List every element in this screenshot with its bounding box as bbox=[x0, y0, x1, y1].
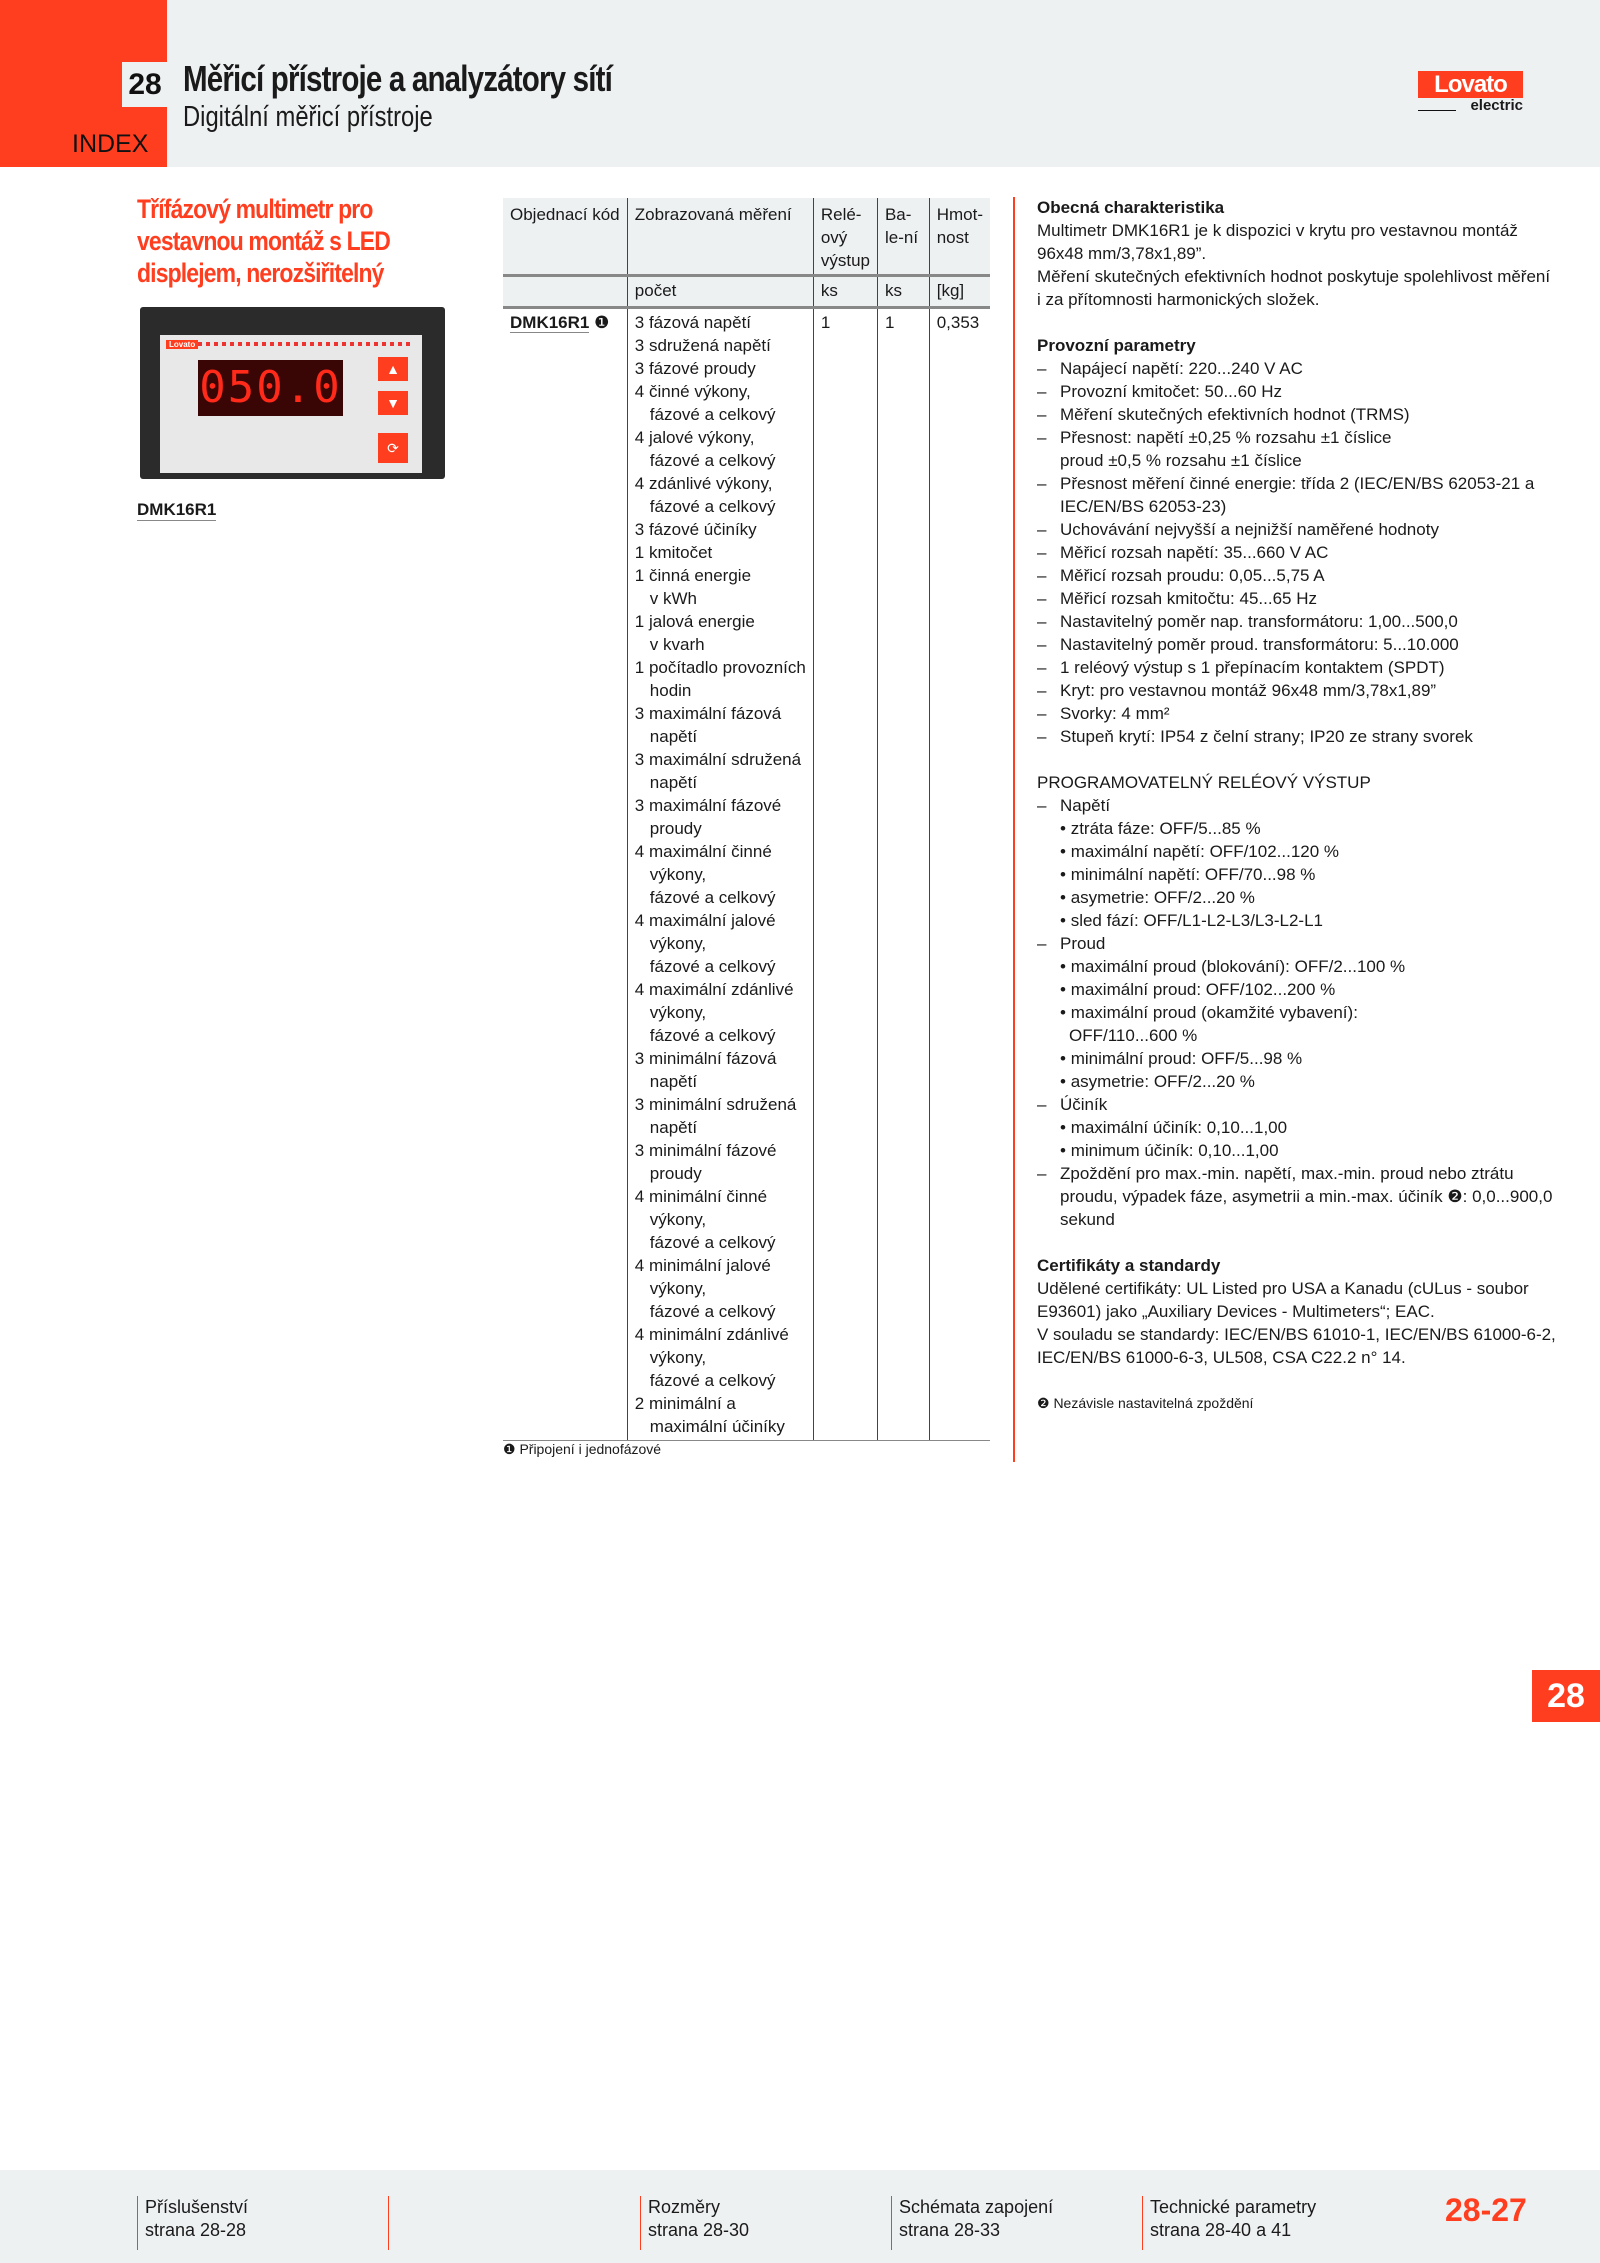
footer-link-page: strana 28-28 bbox=[145, 2220, 247, 2240]
measurement-line: výkony, bbox=[649, 1003, 707, 1022]
device-logo: Lovato bbox=[166, 340, 198, 349]
measurement-line: výkony, bbox=[649, 865, 707, 884]
description-line: PROGRAMOVATELNÝ RELÉOVÝ VÝSTUP bbox=[1037, 773, 1371, 792]
measurement-line: 3 minimální fázové bbox=[634, 1141, 777, 1160]
measurement-line: výkony, bbox=[649, 934, 707, 953]
section-heading: Certifikáty a standardy bbox=[1037, 1256, 1221, 1275]
description-line: proud ±0,5 % rozsahu ±1 číslice bbox=[1060, 451, 1302, 470]
description-line: – Provozní kmitočet: 50...60 Hz bbox=[1037, 380, 1557, 403]
measurement-line: 3 fázové proudy bbox=[634, 359, 756, 378]
description-line: – Stupeň krytí: IP54 z čelní strany; IP20 ze strany svorek bbox=[1037, 725, 1557, 748]
measurement-line: fázové a celkový bbox=[649, 1233, 776, 1252]
measurement-line: proudy bbox=[649, 819, 702, 838]
footer-link-technical[interactable] bbox=[1142, 2196, 1316, 2250]
header-pack: Ba-le-ní bbox=[877, 198, 929, 276]
description-line: • maximální proud (blokování): OFF/2...100 % bbox=[1037, 955, 1557, 978]
description-line: – Uchovávání nejvyšší a nejnižší naměřené hodnoty bbox=[1037, 518, 1557, 541]
measurement-line: 4 maximální jalové bbox=[634, 911, 776, 930]
measurement-line: fázové a celkový bbox=[649, 405, 776, 424]
header-weight: Hmot-nost bbox=[929, 198, 990, 276]
measurement-line: 1 jalová energie bbox=[634, 612, 755, 631]
measurement-line: napětí bbox=[649, 773, 698, 792]
logo-subtitle: electric bbox=[1470, 97, 1523, 114]
description-line: – Nastavitelný poměr nap. transformátoru: 1,00...500,0 bbox=[1037, 610, 1557, 633]
footer-link-accessories[interactable] bbox=[137, 2196, 248, 2250]
footer-link-label: Schémata zapojení bbox=[899, 2197, 1054, 2217]
description-line: – Měření skutečných efektivních hodnot (TRMS) bbox=[1037, 403, 1557, 426]
product-caption: DMK16R1 bbox=[137, 500, 217, 519]
divider bbox=[1013, 197, 1015, 1462]
measurement-line: 4 minimální činné bbox=[634, 1187, 768, 1206]
page-title: Měřicí přístroje a analyzátory sítí bbox=[183, 58, 613, 99]
measurement-line: výkony, bbox=[649, 1348, 707, 1367]
measurement-line: 3 sdružená napětí bbox=[634, 336, 771, 355]
spacer bbox=[1037, 748, 1557, 771]
measurement-line: 3 maximální fázové bbox=[634, 796, 782, 815]
description-column bbox=[1037, 196, 1557, 1415]
measurement-line: fázové a celkový bbox=[649, 1371, 776, 1390]
lovato-logo: Lovato bbox=[1418, 71, 1523, 98]
chapter-tab[interactable]: 28 bbox=[1532, 1670, 1600, 1722]
description-line: – Napětí bbox=[1037, 794, 1557, 817]
measurement-line: v kvarh bbox=[649, 635, 705, 654]
description-line: • asymetrie: OFF/2...20 % bbox=[1037, 886, 1557, 909]
measurement-line: 3 maximální sdružená bbox=[634, 750, 802, 769]
description-line: • maximální účiník: 0,10...1,00 bbox=[1037, 1116, 1557, 1139]
description-line: – Měřicí rozsah proudu: 0,05...5,75 A bbox=[1037, 564, 1557, 587]
index-link[interactable]: INDEX bbox=[72, 130, 149, 158]
header-relay: Relé-ový výstup bbox=[813, 198, 877, 276]
measurement-line: napětí bbox=[649, 1072, 698, 1091]
note-1-icon: ❶ bbox=[594, 313, 610, 332]
measurement-line: 3 minimální fázová bbox=[634, 1049, 777, 1068]
footer-link-dimensions[interactable] bbox=[640, 2196, 749, 2250]
table-row bbox=[503, 308, 990, 1441]
measurement-line: fázové a celkový bbox=[649, 1026, 776, 1045]
description-line: – Zpoždění pro max.-min. napětí, max.-min. proud nebo ztrátu proudu, výpadek fáze, asymetrii a min.-max. účiník ❷: 0,0...900,0 sekund bbox=[1037, 1162, 1557, 1231]
measurement-line: v kWh bbox=[649, 589, 698, 608]
cell-pack: 1 bbox=[877, 308, 929, 1441]
measurement-line: 4 maximální zdánlivé bbox=[634, 980, 794, 999]
description-line: • asymetrie: OFF/2...20 % bbox=[1037, 1070, 1557, 1093]
description-line: • minimální napětí: OFF/70...98 % bbox=[1037, 863, 1557, 886]
measurement-line: 1 počítadlo provozních bbox=[634, 658, 806, 677]
measurement-line: fázové a celkový bbox=[649, 957, 776, 976]
description-line: • minimum účiník: 0,10...1,00 bbox=[1037, 1139, 1557, 1162]
footer-link-label: Příslušenství bbox=[145, 2197, 249, 2217]
description-line: – Účiník bbox=[1037, 1093, 1557, 1116]
measurement-line: fázové a celkový bbox=[649, 451, 776, 470]
description-line: • maximální proud: OFF/102...200 % bbox=[1037, 978, 1557, 1001]
measurement-line: proudy bbox=[649, 1164, 702, 1183]
description-line: – Nastavitelný poměr proud. transformátoru: 5...10.000 bbox=[1037, 633, 1557, 656]
page-subtitle: Digitální měřicí přístroje bbox=[183, 101, 433, 133]
refresh-icon: ⟳ bbox=[378, 433, 408, 463]
description-line: – Proud bbox=[1037, 932, 1557, 955]
logo-line bbox=[1418, 110, 1456, 111]
footer-link-label: Rozměry bbox=[648, 2197, 721, 2217]
device-face bbox=[160, 335, 422, 473]
measurement-line: napětí bbox=[649, 1118, 698, 1137]
product-image bbox=[140, 307, 445, 479]
unit-relay: ks bbox=[813, 276, 877, 308]
order-code[interactable]: DMK16R1 bbox=[510, 313, 590, 332]
description-line: V souladu se standardy: IEC/EN/BS 61010-1, IEC/EN/BS 61000-6-2, IEC/EN/BS 61000-6-3, UL508, CSA C22.2 n° 14. bbox=[1037, 1325, 1556, 1367]
header-code: Objednací kód bbox=[503, 198, 627, 276]
section-heading: Provozní parametry bbox=[1037, 336, 1196, 355]
measurement-line: maximální účiníky bbox=[649, 1417, 785, 1436]
unit-code bbox=[503, 276, 627, 308]
cell-weight: 0,353 bbox=[929, 308, 990, 1441]
cell-measurements bbox=[627, 308, 813, 1441]
measurement-line: fázové a celkový bbox=[649, 1302, 776, 1321]
description-line: – Přesnost: napětí ±0,25 % rozsahu ±1 číslice bbox=[1037, 426, 1557, 449]
unit-measurements: počet bbox=[627, 276, 813, 308]
spacer bbox=[1037, 1231, 1557, 1254]
description-line: – Svorky: 4 mm² bbox=[1037, 702, 1557, 725]
page-header bbox=[0, 0, 1600, 167]
order-table bbox=[503, 198, 990, 1441]
footer-link-wiring[interactable] bbox=[891, 2196, 1053, 2250]
page-footer bbox=[0, 2170, 1600, 2263]
description-line: ❷ Nezávisle nastavitelná zpoždění bbox=[1037, 1395, 1254, 1411]
measurement-line: výkony, bbox=[649, 1279, 707, 1298]
product-title: Třífázový multimetr pro vestavnou montáž s LED displejem, nerozšiřitelný bbox=[137, 194, 390, 288]
description-line: – Měřicí rozsah kmitočtu: 45...65 Hz bbox=[1037, 587, 1557, 610]
measurement-line: 4 minimální zdánlivé bbox=[634, 1325, 789, 1344]
description-line: – Kryt: pro vestavnou montáž 96x48 mm/3,78x1,89” bbox=[1037, 679, 1557, 702]
measurement-line: hodin bbox=[649, 681, 692, 700]
spacer bbox=[1037, 311, 1557, 334]
footer-link-empty bbox=[388, 2196, 396, 2250]
cell-relay: 1 bbox=[813, 308, 877, 1441]
description-line: • sled fází: OFF/L1-L2-L3/L3-L2-L1 bbox=[1037, 909, 1557, 932]
page-number: 28-27 bbox=[1445, 2192, 1527, 2228]
measurement-line: napětí bbox=[649, 727, 698, 746]
description-line: OFF/110...600 % bbox=[1069, 1026, 1198, 1045]
measurement-line: 3 maximální fázová bbox=[634, 704, 782, 723]
description-line: – Přesnost měření činné energie: třída 2 (IEC/EN/BS 62053-21 a IEC/EN/BS 62053-23) bbox=[1037, 472, 1557, 518]
down-arrow-icon: ▼ bbox=[378, 391, 408, 415]
unit-pack: ks bbox=[877, 276, 929, 308]
table-footnote: ❶ Připojení i jednofázové bbox=[503, 1441, 662, 1457]
description-line: • maximální napětí: OFF/102...120 % bbox=[1037, 840, 1557, 863]
description-line: Multimetr DMK16R1 je k dispozici v krytu pro vestavnou montáž 96x48 mm/3,78x1,89”. bbox=[1037, 221, 1518, 263]
description-line: – Napájecí napětí: 220...240 V AC bbox=[1037, 357, 1557, 380]
footer-link-label: Technické parametry bbox=[1150, 2197, 1317, 2217]
unit-weight: [kg] bbox=[929, 276, 990, 308]
measurement-line: 1 činná energie bbox=[634, 566, 752, 585]
chapter-number: 28 bbox=[122, 62, 168, 107]
spacer bbox=[1037, 1369, 1557, 1392]
description-line: • maximální proud (okamžité vybavení): bbox=[1037, 1001, 1557, 1024]
measurement-line: 3 fázové účiníky bbox=[634, 520, 757, 539]
measurement-line: výkony, bbox=[649, 1210, 707, 1229]
measurement-line: 4 minimální jalové bbox=[634, 1256, 771, 1275]
led-bar bbox=[198, 342, 413, 346]
measurement-line: 4 jalové výkony, bbox=[634, 428, 755, 447]
description-line: • ztráta fáze: OFF/5...85 % bbox=[1037, 817, 1557, 840]
measurement-line: 3 fázová napětí bbox=[634, 313, 752, 332]
led-display: 050.0 bbox=[198, 360, 343, 416]
footer-link-page: strana 28-33 bbox=[899, 2220, 1001, 2240]
header-measurements: Zobrazovaná měření bbox=[627, 198, 813, 276]
footer-link-page: strana 28-40 a 41 bbox=[1150, 2220, 1292, 2240]
measurement-line: 4 činné výkony, bbox=[634, 382, 751, 401]
measurement-line: 4 maximální činné bbox=[634, 842, 772, 861]
measurement-line: fázové a celkový bbox=[649, 497, 776, 516]
up-arrow-icon: ▲ bbox=[378, 357, 408, 381]
footer-link-page: strana 28-30 bbox=[648, 2220, 750, 2240]
section-heading: Obecná charakteristika bbox=[1037, 198, 1225, 217]
measurement-line: 2 minimální a bbox=[634, 1394, 736, 1413]
measurement-line: 1 kmitočet bbox=[634, 543, 713, 562]
measurement-line: 4 zdánlivé výkony, bbox=[634, 474, 773, 493]
description-line: – Měřicí rozsah napětí: 35...660 V AC bbox=[1037, 541, 1557, 564]
description-line: Udělené certifikáty: UL Listed pro USA a Kanadu (cULus - soubor E93601) jako „Auxiliary Devices - Multimeters“; EAC. bbox=[1037, 1279, 1529, 1321]
measurement-line: 3 minimální sdružená bbox=[634, 1095, 797, 1114]
description-line: Měření skutečných efektivních hodnot poskytuje spolehlivost měření i za přítomnosti harmonických složek. bbox=[1037, 267, 1551, 309]
cell-code bbox=[503, 308, 627, 1441]
measurement-line: fázové a celkový bbox=[649, 888, 776, 907]
description-line: – 1 reléový výstup s 1 přepínacím kontaktem (SPDT) bbox=[1037, 656, 1557, 679]
description-line: • minimální proud: OFF/5...98 % bbox=[1037, 1047, 1557, 1070]
